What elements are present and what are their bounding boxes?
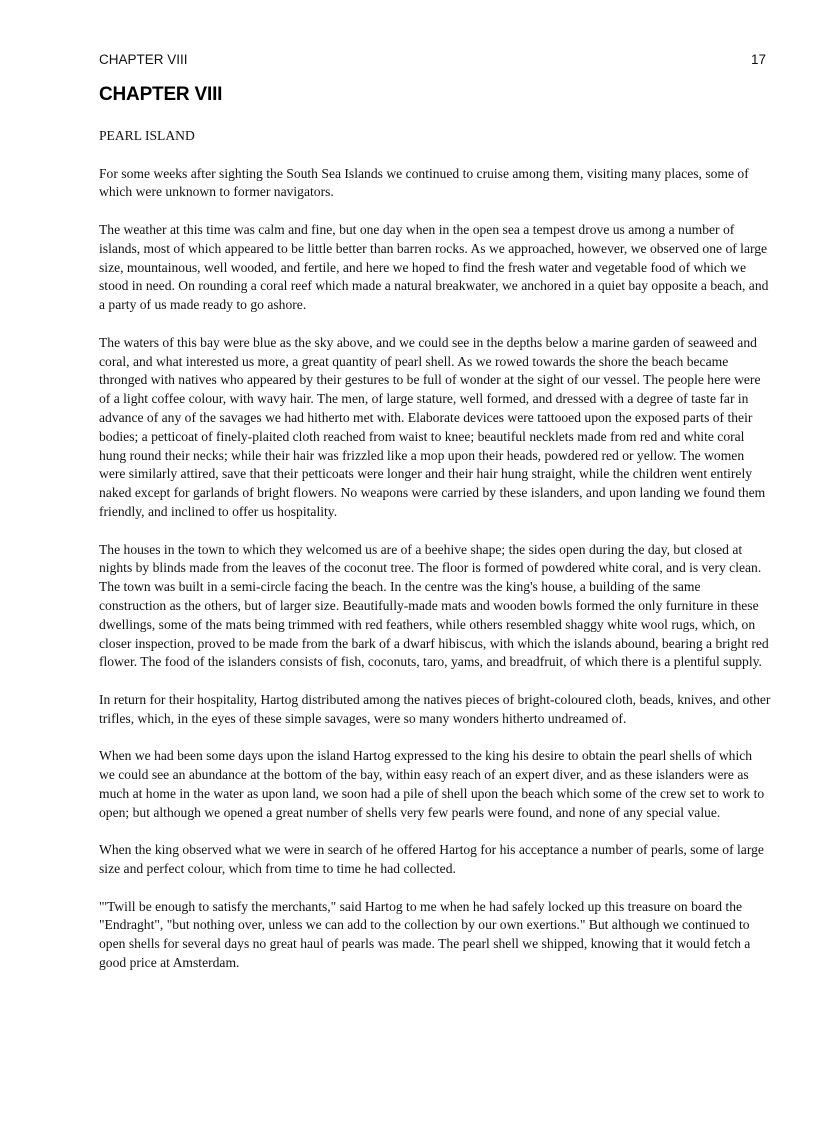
running-title: CHAPTER VIII <box>99 52 188 67</box>
body-text <box>99 127 771 992</box>
chapter-heading: CHAPTER VIII <box>99 84 223 105</box>
paragraph: The waters of this bay were blue as the sky above, and we could see in the depths below a marine garden of seaweed and coral, and what interested us more, a great quantity of pearl shell. As we rowed towards the shore the beach became thronged with natives who appeared by their gestures to be full of wonder at the sight of our vessel. The people here were of a light coffee colour, with wavy hair. The men, of large stature, well formed, and dressed with a degree of taste far in advance of any of the savages we had hitherto met with. Elaborate devices were tattooed upon the exposed parts of their bodies; a petticoat of finely-plaited cloth reached from waist to knee; beautiful necklets made from red and white coral hung round their necks; while their hair was frizzled like a mop upon their heads, powdered red or yellow. The women were similarly attired, save that their petticoats were longer and their hair hung straight, while the children went entirely naked except for garlands of bright flowers. No weapons were carried by these islanders, and upon landing we found them friendly, and inclined to offer us hospitality. <box>99 334 766 519</box>
paragraph: When the king observed what we were in search of he offered Hartog for his acceptance a number of pearls, some of large size and perfect colour, which from time to time he had collected. <box>99 842 764 877</box>
paragraph: In return for their hospitality, Hartog distributed among the natives pieces of bright-coloured cloth, beads, knives, and other trifles, which, in the eyes of these simple savages, were so many wonders hitherto undreamed of. <box>99 691 771 726</box>
chapter-subtitle: PEARL ISLAND <box>99 128 195 143</box>
running-header <box>99 52 766 72</box>
paragraph: The weather at this time was calm and fine, but one day when in the open sea a tempest drove us among a number of islands, most of which appeared to be little better than barren rocks. As we approached, however, we observed one of large size, mountainous, well wooded, and fertile, and here we hoped to find the fresh water and vegetable food of which we stood in need. On rounding a coral reef which made a natural breakwater, we anchored in a quiet bay opposite a beach, and a party of us made ready to go ashore. <box>99 221 769 313</box>
paragraph: The houses in the town to which they welcomed us are of a beehive shape; the sides open during the day, but closed at nights by blinds made from the leaves of the coconut tree. The floor is formed of powdered white coral, and is very clean. The town was built in a semi-circle facing the beach. In the centre was the king's house, a building of the same construction as the others, but of larger size. Beautifully-made mats and wooden bowls formed the only furniture in these dwellings, some of the mats being trimmed with red feathers, while others resembled shaggy white wool rugs, which, on closer inspection, proved to be made from the bark of a dwarf hibiscus, with which the islands abound, bearing a bright red flower. The food of the islanders consists of fish, coconuts, taro, yams, and breadfruit, of which there is a plentiful supply. <box>99 541 769 670</box>
paragraph: "'Twill be enough to satisfy the merchants," said Hartog to me when he had safely locked up this treasure on board the "Endraght", "but nothing over, unless we can add to the collection by our own exertions." But although we continued to open shells for several days no great haul of pearls was made. The pearl shell we shipped, knowing that it would fetch a good price at Amsterdam. <box>99 898 751 971</box>
paragraph: For some weeks after sighting the South Sea Islands we continued to cruise among them, visiting many places, some of which were unknown to former navigators. <box>99 165 749 200</box>
paragraph: When we had been some days upon the island Hartog expressed to the king his desire to obtain the pearl shells of which we could see an abundance at the bottom of the bay, within easy reach of an expert diver, and as these islanders were as much at home in the water as upon land, we soon had a pile of shell upon the beach which some of the crew set to work to open; but although we opened a great number of shells very few pearls were found, and none of any special value. <box>99 748 765 820</box>
page-number: 17 <box>750 52 766 67</box>
